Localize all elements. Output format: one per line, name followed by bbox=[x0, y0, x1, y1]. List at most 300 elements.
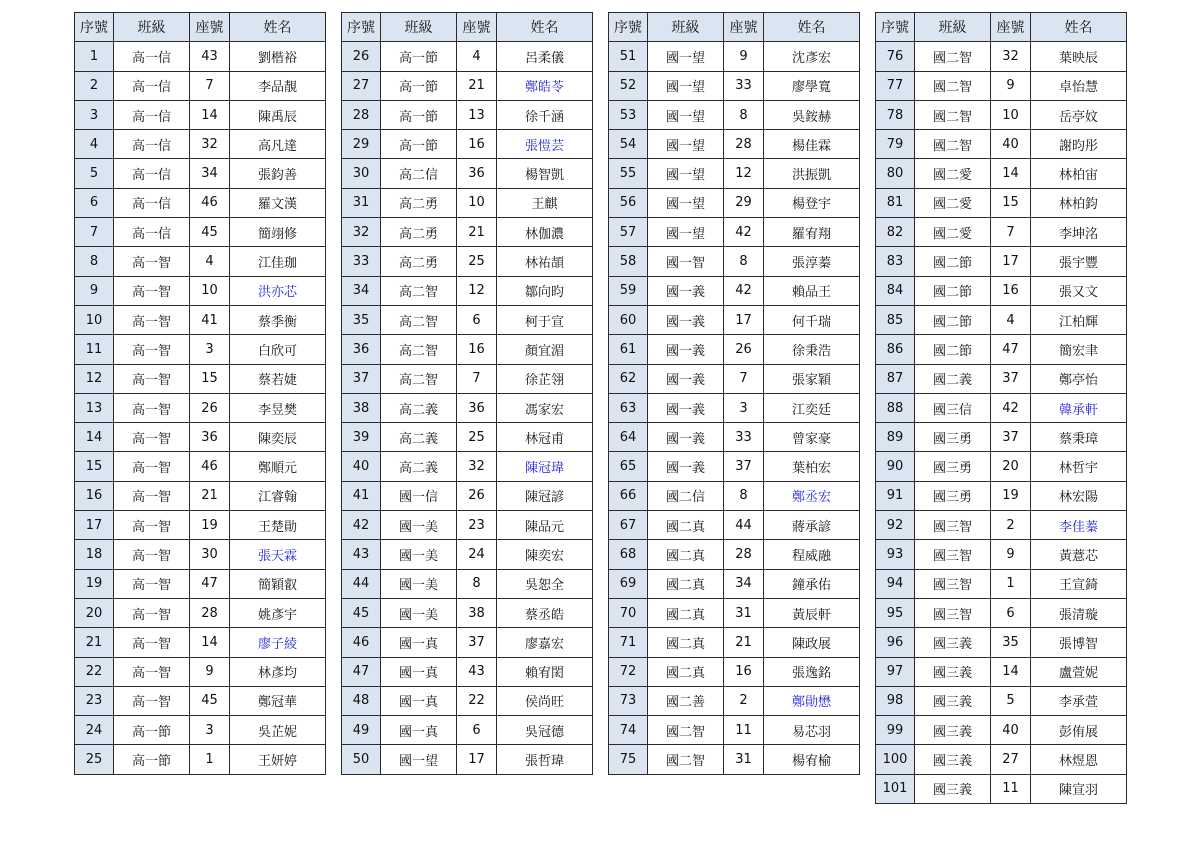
seq-cell: 63 bbox=[609, 393, 648, 422]
table-row bbox=[609, 511, 860, 540]
name-cell: 賴品王 bbox=[764, 276, 860, 305]
class-cell: 國一義 bbox=[648, 364, 724, 393]
seat-cell: 42 bbox=[724, 218, 764, 247]
class-cell: 國一智 bbox=[648, 247, 724, 276]
table-row bbox=[876, 745, 1127, 774]
table-row bbox=[609, 364, 860, 393]
seat-cell: 32 bbox=[991, 42, 1031, 71]
table-row bbox=[876, 774, 1127, 803]
name-cell: 陳奕辰 bbox=[230, 423, 326, 452]
table-row bbox=[609, 276, 860, 305]
seq-cell: 27 bbox=[342, 71, 381, 100]
seq-cell: 59 bbox=[609, 276, 648, 305]
seq-cell: 44 bbox=[342, 569, 381, 598]
seat-cell: 34 bbox=[724, 569, 764, 598]
seat-cell: 36 bbox=[457, 393, 497, 422]
name-cell: 楊登宇 bbox=[764, 188, 860, 217]
seat-cell: 22 bbox=[457, 686, 497, 715]
name-cell: 蔡秉璋 bbox=[1031, 423, 1127, 452]
seat-cell: 17 bbox=[457, 745, 497, 774]
class-cell: 國一真 bbox=[381, 686, 457, 715]
table-row bbox=[876, 247, 1127, 276]
name-cell: 陳政展 bbox=[764, 628, 860, 657]
seq-cell: 82 bbox=[876, 218, 915, 247]
seq-cell: 49 bbox=[342, 716, 381, 745]
table-row bbox=[609, 159, 860, 188]
seat-cell: 17 bbox=[724, 305, 764, 334]
name-cell: 沈彥宏 bbox=[764, 42, 860, 71]
name-cell: 柯于宣 bbox=[497, 305, 593, 334]
table-row bbox=[876, 335, 1127, 364]
seq-cell: 12 bbox=[75, 364, 114, 393]
header-name: 姓名 bbox=[764, 13, 860, 42]
name-cell: 張鈞善 bbox=[230, 159, 326, 188]
seq-cell: 10 bbox=[75, 305, 114, 334]
table-row bbox=[876, 598, 1127, 627]
class-cell: 高一智 bbox=[114, 686, 190, 715]
name-cell: 江睿翰 bbox=[230, 481, 326, 510]
roster-table-1 bbox=[74, 12, 326, 775]
seat-cell: 7 bbox=[991, 218, 1031, 247]
class-cell: 國二節 bbox=[915, 276, 991, 305]
header-seq: 序號 bbox=[609, 13, 648, 42]
seq-cell: 20 bbox=[75, 598, 114, 627]
class-cell: 國一美 bbox=[381, 598, 457, 627]
class-cell: 國二智 bbox=[915, 130, 991, 159]
name-cell: 林祐頡 bbox=[497, 247, 593, 276]
class-cell: 高一信 bbox=[114, 42, 190, 71]
table-row bbox=[342, 159, 593, 188]
class-cell: 高二義 bbox=[381, 452, 457, 481]
seat-cell: 5 bbox=[991, 686, 1031, 715]
name-cell: 徐千涵 bbox=[497, 100, 593, 129]
header-seq: 序號 bbox=[75, 13, 114, 42]
name-cell: 江柏輝 bbox=[1031, 305, 1127, 334]
name-cell: 呂柔儀 bbox=[497, 42, 593, 71]
seq-cell: 6 bbox=[75, 188, 114, 217]
class-cell: 國三勇 bbox=[915, 452, 991, 481]
name-cell: 陳禹辰 bbox=[230, 100, 326, 129]
seq-cell: 35 bbox=[342, 305, 381, 334]
seat-cell: 45 bbox=[190, 686, 230, 715]
seq-cell: 2 bbox=[75, 71, 114, 100]
seat-cell: 31 bbox=[724, 598, 764, 627]
table-row bbox=[75, 159, 326, 188]
class-cell: 高一節 bbox=[381, 42, 457, 71]
seat-cell: 28 bbox=[724, 540, 764, 569]
table-row bbox=[609, 628, 860, 657]
name-cell: 林柏鈞 bbox=[1031, 188, 1127, 217]
seq-cell: 66 bbox=[609, 481, 648, 510]
table-row bbox=[75, 598, 326, 627]
class-cell: 高一節 bbox=[114, 745, 190, 774]
name-cell: 張淳蓁 bbox=[764, 247, 860, 276]
name-cell: 楊佳霖 bbox=[764, 130, 860, 159]
name-cell: 林哲宇 bbox=[1031, 452, 1127, 481]
class-cell: 國二智 bbox=[648, 716, 724, 745]
name-cell: 王麒 bbox=[497, 188, 593, 217]
seat-cell: 3 bbox=[190, 716, 230, 745]
class-cell: 國二節 bbox=[915, 247, 991, 276]
name-cell: 張宇豐 bbox=[1031, 247, 1127, 276]
header-name: 姓名 bbox=[497, 13, 593, 42]
name-cell: 林伽濃 bbox=[497, 218, 593, 247]
table-row bbox=[876, 452, 1127, 481]
name-cell: 林煜恩 bbox=[1031, 745, 1127, 774]
name-cell: 洪亦芯 bbox=[230, 276, 326, 305]
name-cell: 姚彥宇 bbox=[230, 598, 326, 627]
seq-cell: 92 bbox=[876, 511, 915, 540]
name-cell: 吳冠德 bbox=[497, 716, 593, 745]
class-cell: 國一美 bbox=[381, 569, 457, 598]
name-cell: 王妍婷 bbox=[230, 745, 326, 774]
name-cell: 林冠甫 bbox=[497, 423, 593, 452]
seq-cell: 61 bbox=[609, 335, 648, 364]
seq-cell: 96 bbox=[876, 628, 915, 657]
seq-cell: 48 bbox=[342, 686, 381, 715]
name-cell: 林宏陽 bbox=[1031, 481, 1127, 510]
name-cell: 林彥均 bbox=[230, 657, 326, 686]
seat-cell: 36 bbox=[457, 159, 497, 188]
class-cell: 高一智 bbox=[114, 276, 190, 305]
seq-cell: 11 bbox=[75, 335, 114, 364]
seq-cell: 51 bbox=[609, 42, 648, 71]
seat-cell: 8 bbox=[724, 247, 764, 276]
class-cell: 高一智 bbox=[114, 657, 190, 686]
seq-cell: 64 bbox=[609, 423, 648, 452]
table-row bbox=[342, 745, 593, 774]
seat-cell: 33 bbox=[724, 423, 764, 452]
class-cell: 高一智 bbox=[114, 423, 190, 452]
seat-cell: 21 bbox=[457, 71, 497, 100]
class-cell: 國二智 bbox=[648, 745, 724, 774]
class-cell: 國一望 bbox=[648, 159, 724, 188]
seq-cell: 80 bbox=[876, 159, 915, 188]
header-seat: 座號 bbox=[190, 13, 230, 42]
seat-cell: 26 bbox=[724, 335, 764, 364]
class-cell: 國一望 bbox=[648, 218, 724, 247]
table-row bbox=[342, 598, 593, 627]
class-cell: 國三勇 bbox=[915, 481, 991, 510]
seat-cell: 25 bbox=[457, 247, 497, 276]
class-cell: 國二節 bbox=[915, 335, 991, 364]
class-cell: 國一望 bbox=[381, 745, 457, 774]
name-cell: 洪振凱 bbox=[764, 159, 860, 188]
seat-cell: 10 bbox=[991, 100, 1031, 129]
table-row bbox=[876, 218, 1127, 247]
seat-cell: 45 bbox=[190, 218, 230, 247]
table-row bbox=[75, 511, 326, 540]
class-cell: 國一真 bbox=[381, 657, 457, 686]
seq-cell: 30 bbox=[342, 159, 381, 188]
seq-cell: 55 bbox=[609, 159, 648, 188]
seat-cell: 43 bbox=[457, 657, 497, 686]
seq-cell: 85 bbox=[876, 305, 915, 334]
header-seq: 序號 bbox=[876, 13, 915, 42]
seq-cell: 93 bbox=[876, 540, 915, 569]
seq-cell: 46 bbox=[342, 628, 381, 657]
name-cell: 蔡季衡 bbox=[230, 305, 326, 334]
table-row bbox=[75, 686, 326, 715]
seq-cell: 21 bbox=[75, 628, 114, 657]
seat-cell: 14 bbox=[991, 159, 1031, 188]
table-row bbox=[75, 218, 326, 247]
seq-cell: 100 bbox=[876, 745, 915, 774]
header-name: 姓名 bbox=[1031, 13, 1127, 42]
table-row bbox=[876, 130, 1127, 159]
seq-cell: 75 bbox=[609, 745, 648, 774]
table-row bbox=[75, 247, 326, 276]
table-row bbox=[342, 335, 593, 364]
seat-cell: 6 bbox=[991, 598, 1031, 627]
seat-cell: 6 bbox=[457, 305, 497, 334]
name-cell: 江佳珈 bbox=[230, 247, 326, 276]
table-row bbox=[342, 716, 593, 745]
class-cell: 高一信 bbox=[114, 159, 190, 188]
name-cell: 陳冠瑋 bbox=[497, 452, 593, 481]
table-row bbox=[342, 247, 593, 276]
seq-cell: 71 bbox=[609, 628, 648, 657]
class-cell: 國二智 bbox=[915, 42, 991, 71]
name-cell: 李承萱 bbox=[1031, 686, 1127, 715]
seq-cell: 72 bbox=[609, 657, 648, 686]
seat-cell: 8 bbox=[724, 481, 764, 510]
seat-cell: 46 bbox=[190, 452, 230, 481]
header-row bbox=[609, 13, 860, 42]
name-cell: 張家穎 bbox=[764, 364, 860, 393]
class-cell: 高一智 bbox=[114, 305, 190, 334]
class-cell: 國二愛 bbox=[915, 218, 991, 247]
seat-cell: 30 bbox=[190, 540, 230, 569]
seat-cell: 9 bbox=[991, 71, 1031, 100]
seat-cell: 12 bbox=[724, 159, 764, 188]
seat-cell: 14 bbox=[190, 628, 230, 657]
class-cell: 高一智 bbox=[114, 452, 190, 481]
seq-cell: 74 bbox=[609, 716, 648, 745]
seq-cell: 1 bbox=[75, 42, 114, 71]
class-cell: 國二愛 bbox=[915, 159, 991, 188]
seq-cell: 84 bbox=[876, 276, 915, 305]
class-cell: 國一美 bbox=[381, 540, 457, 569]
name-cell: 吳恕全 bbox=[497, 569, 593, 598]
seq-cell: 60 bbox=[609, 305, 648, 334]
seq-cell: 43 bbox=[342, 540, 381, 569]
seat-cell: 36 bbox=[190, 423, 230, 452]
table-row bbox=[342, 130, 593, 159]
table-row bbox=[609, 305, 860, 334]
seq-cell: 8 bbox=[75, 247, 114, 276]
seat-cell: 38 bbox=[457, 598, 497, 627]
class-cell: 國三勇 bbox=[915, 423, 991, 452]
seat-cell: 2 bbox=[991, 511, 1031, 540]
class-cell: 國三義 bbox=[915, 628, 991, 657]
class-cell: 國二真 bbox=[648, 657, 724, 686]
table-row bbox=[342, 657, 593, 686]
seq-cell: 28 bbox=[342, 100, 381, 129]
seat-cell: 44 bbox=[724, 511, 764, 540]
header-seat: 座號 bbox=[457, 13, 497, 42]
class-cell: 國三信 bbox=[915, 393, 991, 422]
name-cell: 廖學寬 bbox=[764, 71, 860, 100]
table-row bbox=[876, 481, 1127, 510]
name-cell: 吳銨赫 bbox=[764, 100, 860, 129]
class-cell: 國一義 bbox=[648, 423, 724, 452]
seat-cell: 47 bbox=[991, 335, 1031, 364]
table-row bbox=[75, 130, 326, 159]
table-row bbox=[75, 716, 326, 745]
name-cell: 張天霖 bbox=[230, 540, 326, 569]
seat-cell: 19 bbox=[991, 481, 1031, 510]
name-cell: 曾家豪 bbox=[764, 423, 860, 452]
seat-cell: 7 bbox=[724, 364, 764, 393]
header-class: 班級 bbox=[114, 13, 190, 42]
table-row bbox=[342, 423, 593, 452]
table-row bbox=[876, 188, 1127, 217]
header-class: 班級 bbox=[915, 13, 991, 42]
name-cell: 蔡若婕 bbox=[230, 364, 326, 393]
table-row bbox=[75, 628, 326, 657]
table-row bbox=[609, 745, 860, 774]
seq-cell: 99 bbox=[876, 716, 915, 745]
seat-cell: 25 bbox=[457, 423, 497, 452]
table-row bbox=[342, 686, 593, 715]
name-cell: 張哲瑋 bbox=[497, 745, 593, 774]
seq-cell: 70 bbox=[609, 598, 648, 627]
table-row bbox=[75, 393, 326, 422]
class-cell: 高一智 bbox=[114, 335, 190, 364]
seq-cell: 26 bbox=[342, 42, 381, 71]
seq-cell: 45 bbox=[342, 598, 381, 627]
seq-cell: 19 bbox=[75, 569, 114, 598]
class-cell: 高一智 bbox=[114, 247, 190, 276]
seat-cell: 35 bbox=[991, 628, 1031, 657]
seq-cell: 22 bbox=[75, 657, 114, 686]
seq-cell: 56 bbox=[609, 188, 648, 217]
table-row bbox=[876, 511, 1127, 540]
seat-cell: 37 bbox=[991, 423, 1031, 452]
table-row bbox=[609, 540, 860, 569]
header-row bbox=[342, 13, 593, 42]
class-cell: 國一義 bbox=[648, 452, 724, 481]
name-cell: 徐芷翎 bbox=[497, 364, 593, 393]
class-cell: 高二勇 bbox=[381, 247, 457, 276]
table-row bbox=[609, 598, 860, 627]
name-cell: 葉映辰 bbox=[1031, 42, 1127, 71]
seat-cell: 9 bbox=[724, 42, 764, 71]
roster-table-2 bbox=[341, 12, 593, 775]
seq-cell: 9 bbox=[75, 276, 114, 305]
name-cell: 侯尚旺 bbox=[497, 686, 593, 715]
table-row bbox=[609, 423, 860, 452]
class-cell: 高一智 bbox=[114, 598, 190, 627]
seq-cell: 36 bbox=[342, 335, 381, 364]
name-cell: 李佳蓁 bbox=[1031, 511, 1127, 540]
seat-cell: 10 bbox=[190, 276, 230, 305]
table-row bbox=[609, 71, 860, 100]
seat-cell: 4 bbox=[991, 305, 1031, 334]
name-cell: 李坤洺 bbox=[1031, 218, 1127, 247]
table-row bbox=[75, 364, 326, 393]
class-cell: 國一義 bbox=[648, 393, 724, 422]
table-row bbox=[75, 481, 326, 510]
name-cell: 盧萱妮 bbox=[1031, 657, 1127, 686]
name-cell: 簡翊修 bbox=[230, 218, 326, 247]
seq-cell: 77 bbox=[876, 71, 915, 100]
name-cell: 鄭順元 bbox=[230, 452, 326, 481]
name-cell: 陳品元 bbox=[497, 511, 593, 540]
seq-cell: 76 bbox=[876, 42, 915, 71]
seat-cell: 24 bbox=[457, 540, 497, 569]
seat-cell: 32 bbox=[190, 130, 230, 159]
seq-cell: 86 bbox=[876, 335, 915, 364]
header-seat: 座號 bbox=[724, 13, 764, 42]
seat-cell: 7 bbox=[190, 71, 230, 100]
name-cell: 王宣錡 bbox=[1031, 569, 1127, 598]
table-row bbox=[609, 247, 860, 276]
seat-cell: 10 bbox=[457, 188, 497, 217]
name-cell: 鄭亭怡 bbox=[1031, 364, 1127, 393]
header-row bbox=[876, 13, 1127, 42]
seq-cell: 97 bbox=[876, 657, 915, 686]
seat-cell: 29 bbox=[724, 188, 764, 217]
class-cell: 高二義 bbox=[381, 423, 457, 452]
name-cell: 顏宜湄 bbox=[497, 335, 593, 364]
name-cell: 簡宏聿 bbox=[1031, 335, 1127, 364]
name-cell: 白欣可 bbox=[230, 335, 326, 364]
seq-cell: 88 bbox=[876, 393, 915, 422]
name-cell: 蔡丞皓 bbox=[497, 598, 593, 627]
table-row bbox=[609, 218, 860, 247]
seat-cell: 3 bbox=[190, 335, 230, 364]
class-cell: 高一信 bbox=[114, 188, 190, 217]
class-cell: 國三義 bbox=[915, 657, 991, 686]
seq-cell: 15 bbox=[75, 452, 114, 481]
class-cell: 國三智 bbox=[915, 511, 991, 540]
seq-cell: 31 bbox=[342, 188, 381, 217]
name-cell: 陳宣羽 bbox=[1031, 774, 1127, 803]
class-cell: 高一節 bbox=[381, 100, 457, 129]
name-cell: 李品靚 bbox=[230, 71, 326, 100]
seat-cell: 14 bbox=[991, 657, 1031, 686]
table-row bbox=[609, 335, 860, 364]
class-cell: 國二真 bbox=[648, 569, 724, 598]
name-cell: 廖子綾 bbox=[230, 628, 326, 657]
table-row bbox=[342, 218, 593, 247]
table-row bbox=[75, 423, 326, 452]
table-row bbox=[876, 71, 1127, 100]
name-cell: 葉柏宏 bbox=[764, 452, 860, 481]
name-cell: 程威融 bbox=[764, 540, 860, 569]
seat-cell: 27 bbox=[991, 745, 1031, 774]
class-cell: 高二智 bbox=[381, 305, 457, 334]
table-row bbox=[342, 393, 593, 422]
table-row bbox=[75, 540, 326, 569]
class-cell: 高一智 bbox=[114, 628, 190, 657]
class-cell: 高二智 bbox=[381, 276, 457, 305]
seq-cell: 62 bbox=[609, 364, 648, 393]
class-cell: 國一義 bbox=[648, 276, 724, 305]
class-cell: 國二義 bbox=[915, 364, 991, 393]
table-row bbox=[342, 188, 593, 217]
seq-cell: 23 bbox=[75, 686, 114, 715]
table-row bbox=[876, 423, 1127, 452]
seat-cell: 23 bbox=[457, 511, 497, 540]
seq-cell: 18 bbox=[75, 540, 114, 569]
table-row bbox=[342, 452, 593, 481]
table-row bbox=[75, 745, 326, 774]
name-cell: 賴宥閎 bbox=[497, 657, 593, 686]
class-cell: 國一望 bbox=[648, 42, 724, 71]
